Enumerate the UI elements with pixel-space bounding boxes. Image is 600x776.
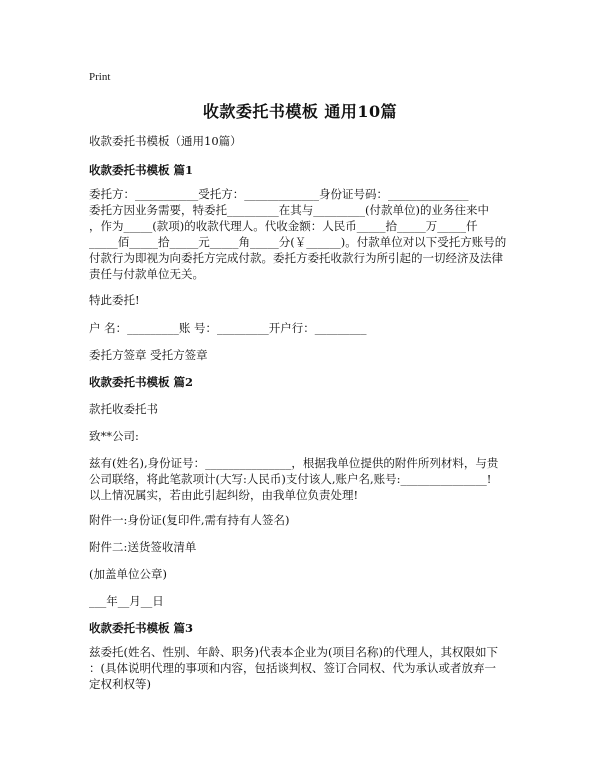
account-info-line: 户 名：_________账 号：_________开户行：_________ <box>89 321 367 335</box>
section-2-paragraph <box>89 455 519 503</box>
section-1-heading: 收款委托书模板 篇1 <box>89 163 194 177</box>
paragraph-line: 公司联络，将此笔款项计(大写:人民币)支付该人,账户名,账号:_______________! <box>89 472 492 486</box>
paragraph-line: 责任与付款单位无关。 <box>89 267 204 281</box>
attachment-1: 附件一:身份证(复印件,需有持有人签名) <box>89 513 290 527</box>
paragraph-line: ，作为_____(款项)的收款代理人。代收金额：人民币_____拾_____万_____仟 <box>89 219 478 233</box>
special-entrust-text: 特此委托! <box>89 293 140 307</box>
signature-line: 委托方签章 受托方签章 <box>89 348 208 362</box>
document-title: 收款委托书模板 通用10篇 <box>202 102 398 121</box>
section-3-paragraph <box>89 644 519 692</box>
paragraph-line: 委托方：___________受托方：_____________身份证号码：______________ <box>89 187 469 201</box>
print-link[interactable]: Print <box>89 71 111 83</box>
paragraph-line: 以上情况属实，若由此引起纠纷，由我单位负责处理! <box>89 488 359 502</box>
paragraph-line: 兹有(姓名),身份证号：_______________，根据我单位提供的附件所列材料，与贵 <box>89 456 499 470</box>
paragraph-line: _____佰_____拾_____元_____角_____分(￥______)。付款单位对以下受托方账号的 <box>89 235 507 249</box>
attachment-2: 附件二:送货签收清单 <box>89 540 197 554</box>
paragraph-line: 兹委托(姓名、性别、年龄、职务)代表本企业为(项目名称)的代理人，其权限如下 <box>89 645 498 659</box>
paragraph-line: 委托方因业务需要，特委托_________在其与_________(付款单位)的业务往来中 <box>89 203 489 217</box>
section-1-paragraph <box>89 186 519 282</box>
paragraph-line: 定权利权等) <box>89 677 151 691</box>
document-subtitle: 收款委托书模板（通用10篇） <box>89 134 242 148</box>
section-2-subtitle: 款托收委托书 <box>89 402 158 416</box>
paragraph-line: ：(具体说明代理的事项和内容，包括谈判权、签订合同权、代为承认或者放弃一 <box>89 661 496 675</box>
section-3-heading: 收款委托书模板 篇3 <box>89 621 194 635</box>
section-2-heading: 收款委托书模板 篇2 <box>89 375 194 389</box>
seal-note: (加盖单位公章) <box>89 567 167 581</box>
paragraph-line: 付款行为即视为向委托方完成付款。委托方委托收款行为所引起的一切经济及法律 <box>89 251 503 265</box>
addressee-line: 致**公司: <box>89 429 139 443</box>
date-line: ___年__月__日 <box>89 594 164 608</box>
